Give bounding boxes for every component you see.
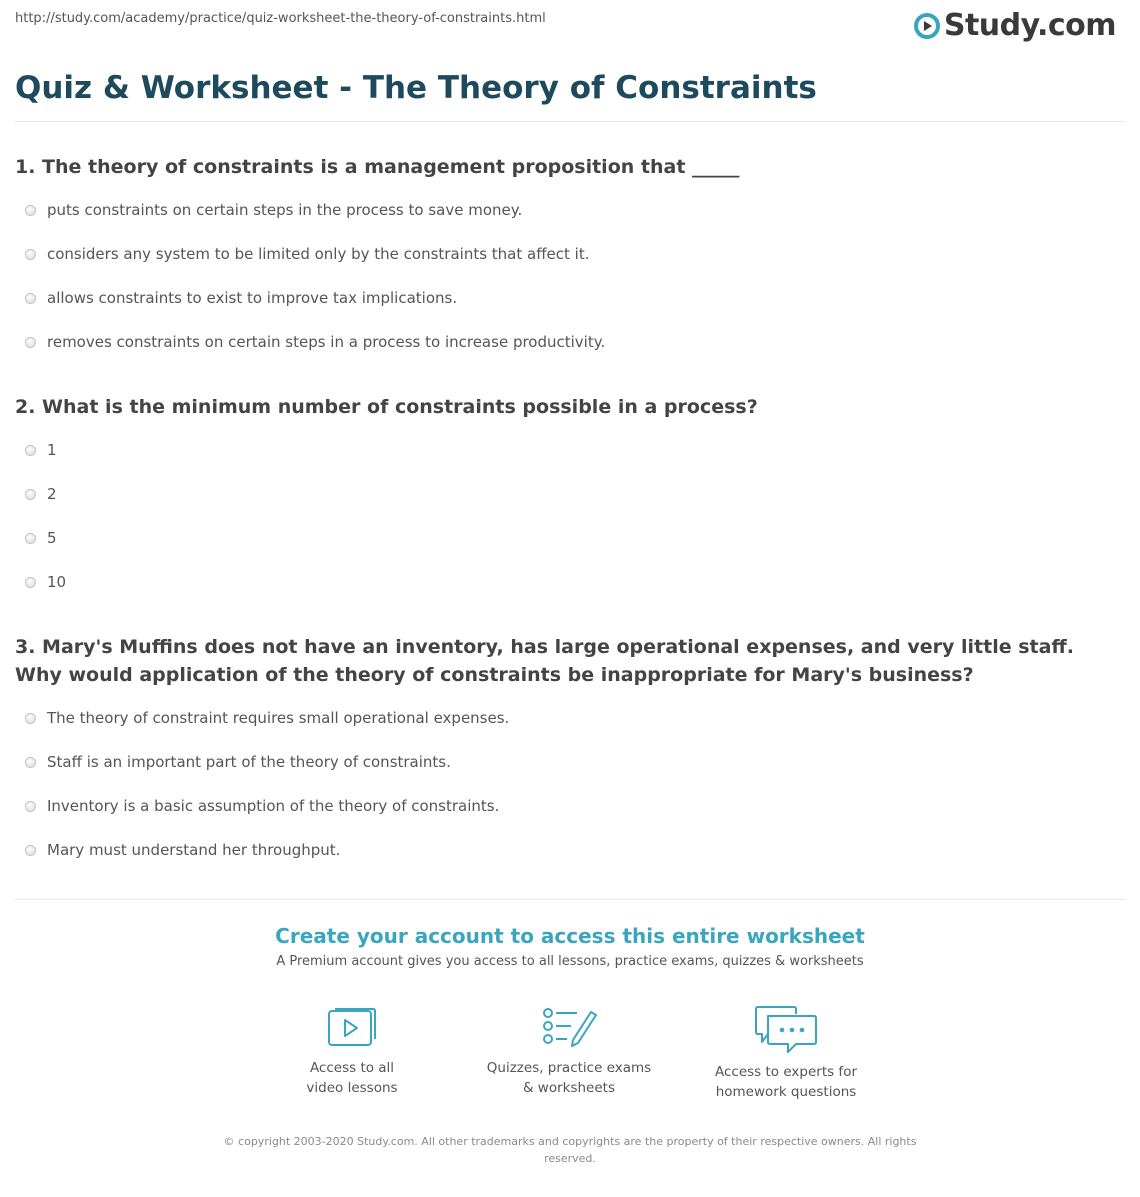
answer-option[interactable] xyxy=(15,428,1115,472)
feature-quizzes xyxy=(469,1004,669,1098)
answer-options xyxy=(15,696,1115,872)
page-title: Quiz & Worksheet - The Theory of Constraints xyxy=(15,70,817,106)
video-lessons-icon xyxy=(326,1004,378,1050)
question-2 xyxy=(15,393,1115,604)
answer-label: Inventory is a basic assumption of the theory of constraints. xyxy=(47,797,500,815)
answer-label: puts constraints on certain steps in the process to save money. xyxy=(47,201,523,219)
cta-subtitle: A Premium account gives you access to all lessons, practice exams, quizzes & worksheets xyxy=(276,954,864,969)
question-text: 1. The theory of constraints is a management proposition that _____ xyxy=(15,156,740,178)
answer-label: Mary must understand her throughput. xyxy=(47,841,341,859)
answer-option[interactable] xyxy=(15,740,1115,784)
answer-option[interactable] xyxy=(15,472,1115,516)
radio-button[interactable] xyxy=(25,713,36,724)
question-3 xyxy=(15,633,1115,872)
radio-button[interactable] xyxy=(25,445,36,456)
answer-option[interactable] xyxy=(15,828,1115,872)
answer-label: allows constraints to exist to improve tax implications. xyxy=(47,289,458,307)
radio-button[interactable] xyxy=(25,205,36,216)
question-1 xyxy=(15,153,1115,364)
answer-label: 1 xyxy=(47,441,57,459)
feature-label: Access to experts for homework questions xyxy=(714,1064,857,1100)
answer-label: The theory of constraint requires small operational expenses. xyxy=(47,709,510,727)
title-divider xyxy=(15,121,1125,122)
answer-label: 10 xyxy=(47,573,67,591)
radio-button[interactable] xyxy=(25,845,36,856)
answer-label: 2 xyxy=(47,485,57,503)
radio-button[interactable] xyxy=(25,249,36,260)
radio-button[interactable] xyxy=(25,489,36,500)
answer-options xyxy=(15,188,1115,364)
radio-button[interactable] xyxy=(25,801,36,812)
page-url[interactable]: http://study.com/academy/practice/quiz-worksheet-the-theory-of-constraints.html xyxy=(15,11,546,26)
answer-label: 5 xyxy=(47,529,57,547)
cta-divider xyxy=(15,899,1125,900)
top-bar xyxy=(0,0,1140,50)
question-text: 3. Mary's Muffins does not have an inventory, has large operational expenses, and very little staff. Why would application of the theory of constraints be inappropriate for Mary's business? xyxy=(15,636,1075,686)
copyright-notice: © copyright 2003-2020 Study.com. All other trademarks and copyrights are the property of their respective owners. All rights reserved. xyxy=(223,1135,917,1165)
feature-label: Quizzes, practice exams & worksheets xyxy=(486,1060,652,1096)
answer-option[interactable] xyxy=(15,516,1115,560)
answer-option[interactable] xyxy=(15,696,1115,740)
study-logo-icon xyxy=(914,13,940,39)
radio-button[interactable] xyxy=(25,533,36,544)
feature-video-lessons xyxy=(252,1004,452,1098)
answer-label: considers any system to be limited only by the constraints that affect it. xyxy=(47,245,590,263)
answer-label: Staff is an important part of the theory of constraints. xyxy=(47,753,451,771)
answer-option[interactable] xyxy=(15,560,1115,604)
radio-button[interactable] xyxy=(25,577,36,588)
quiz-checklist-icon xyxy=(541,1004,597,1050)
answer-option[interactable] xyxy=(15,320,1115,364)
answer-option[interactable] xyxy=(15,276,1115,320)
radio-button[interactable] xyxy=(25,337,36,348)
chat-bubbles-icon xyxy=(754,1004,818,1054)
cta-title[interactable]: Create your account to access this entire worksheet xyxy=(275,924,865,948)
feature-experts xyxy=(686,1004,886,1102)
logo-text: Study.com xyxy=(943,8,1116,43)
radio-button[interactable] xyxy=(25,757,36,768)
answer-option[interactable] xyxy=(15,784,1115,828)
answer-options xyxy=(15,428,1115,604)
question-text: 2. What is the minimum number of constraints possible in a process? xyxy=(15,396,758,418)
study-logo[interactable] xyxy=(914,8,1116,43)
radio-button[interactable] xyxy=(25,293,36,304)
feature-label: Access to all video lessons xyxy=(306,1060,398,1096)
answer-option[interactable] xyxy=(15,188,1115,232)
answer-label: removes constraints on certain steps in a process to increase productivity. xyxy=(47,333,606,351)
answer-option[interactable] xyxy=(15,232,1115,276)
